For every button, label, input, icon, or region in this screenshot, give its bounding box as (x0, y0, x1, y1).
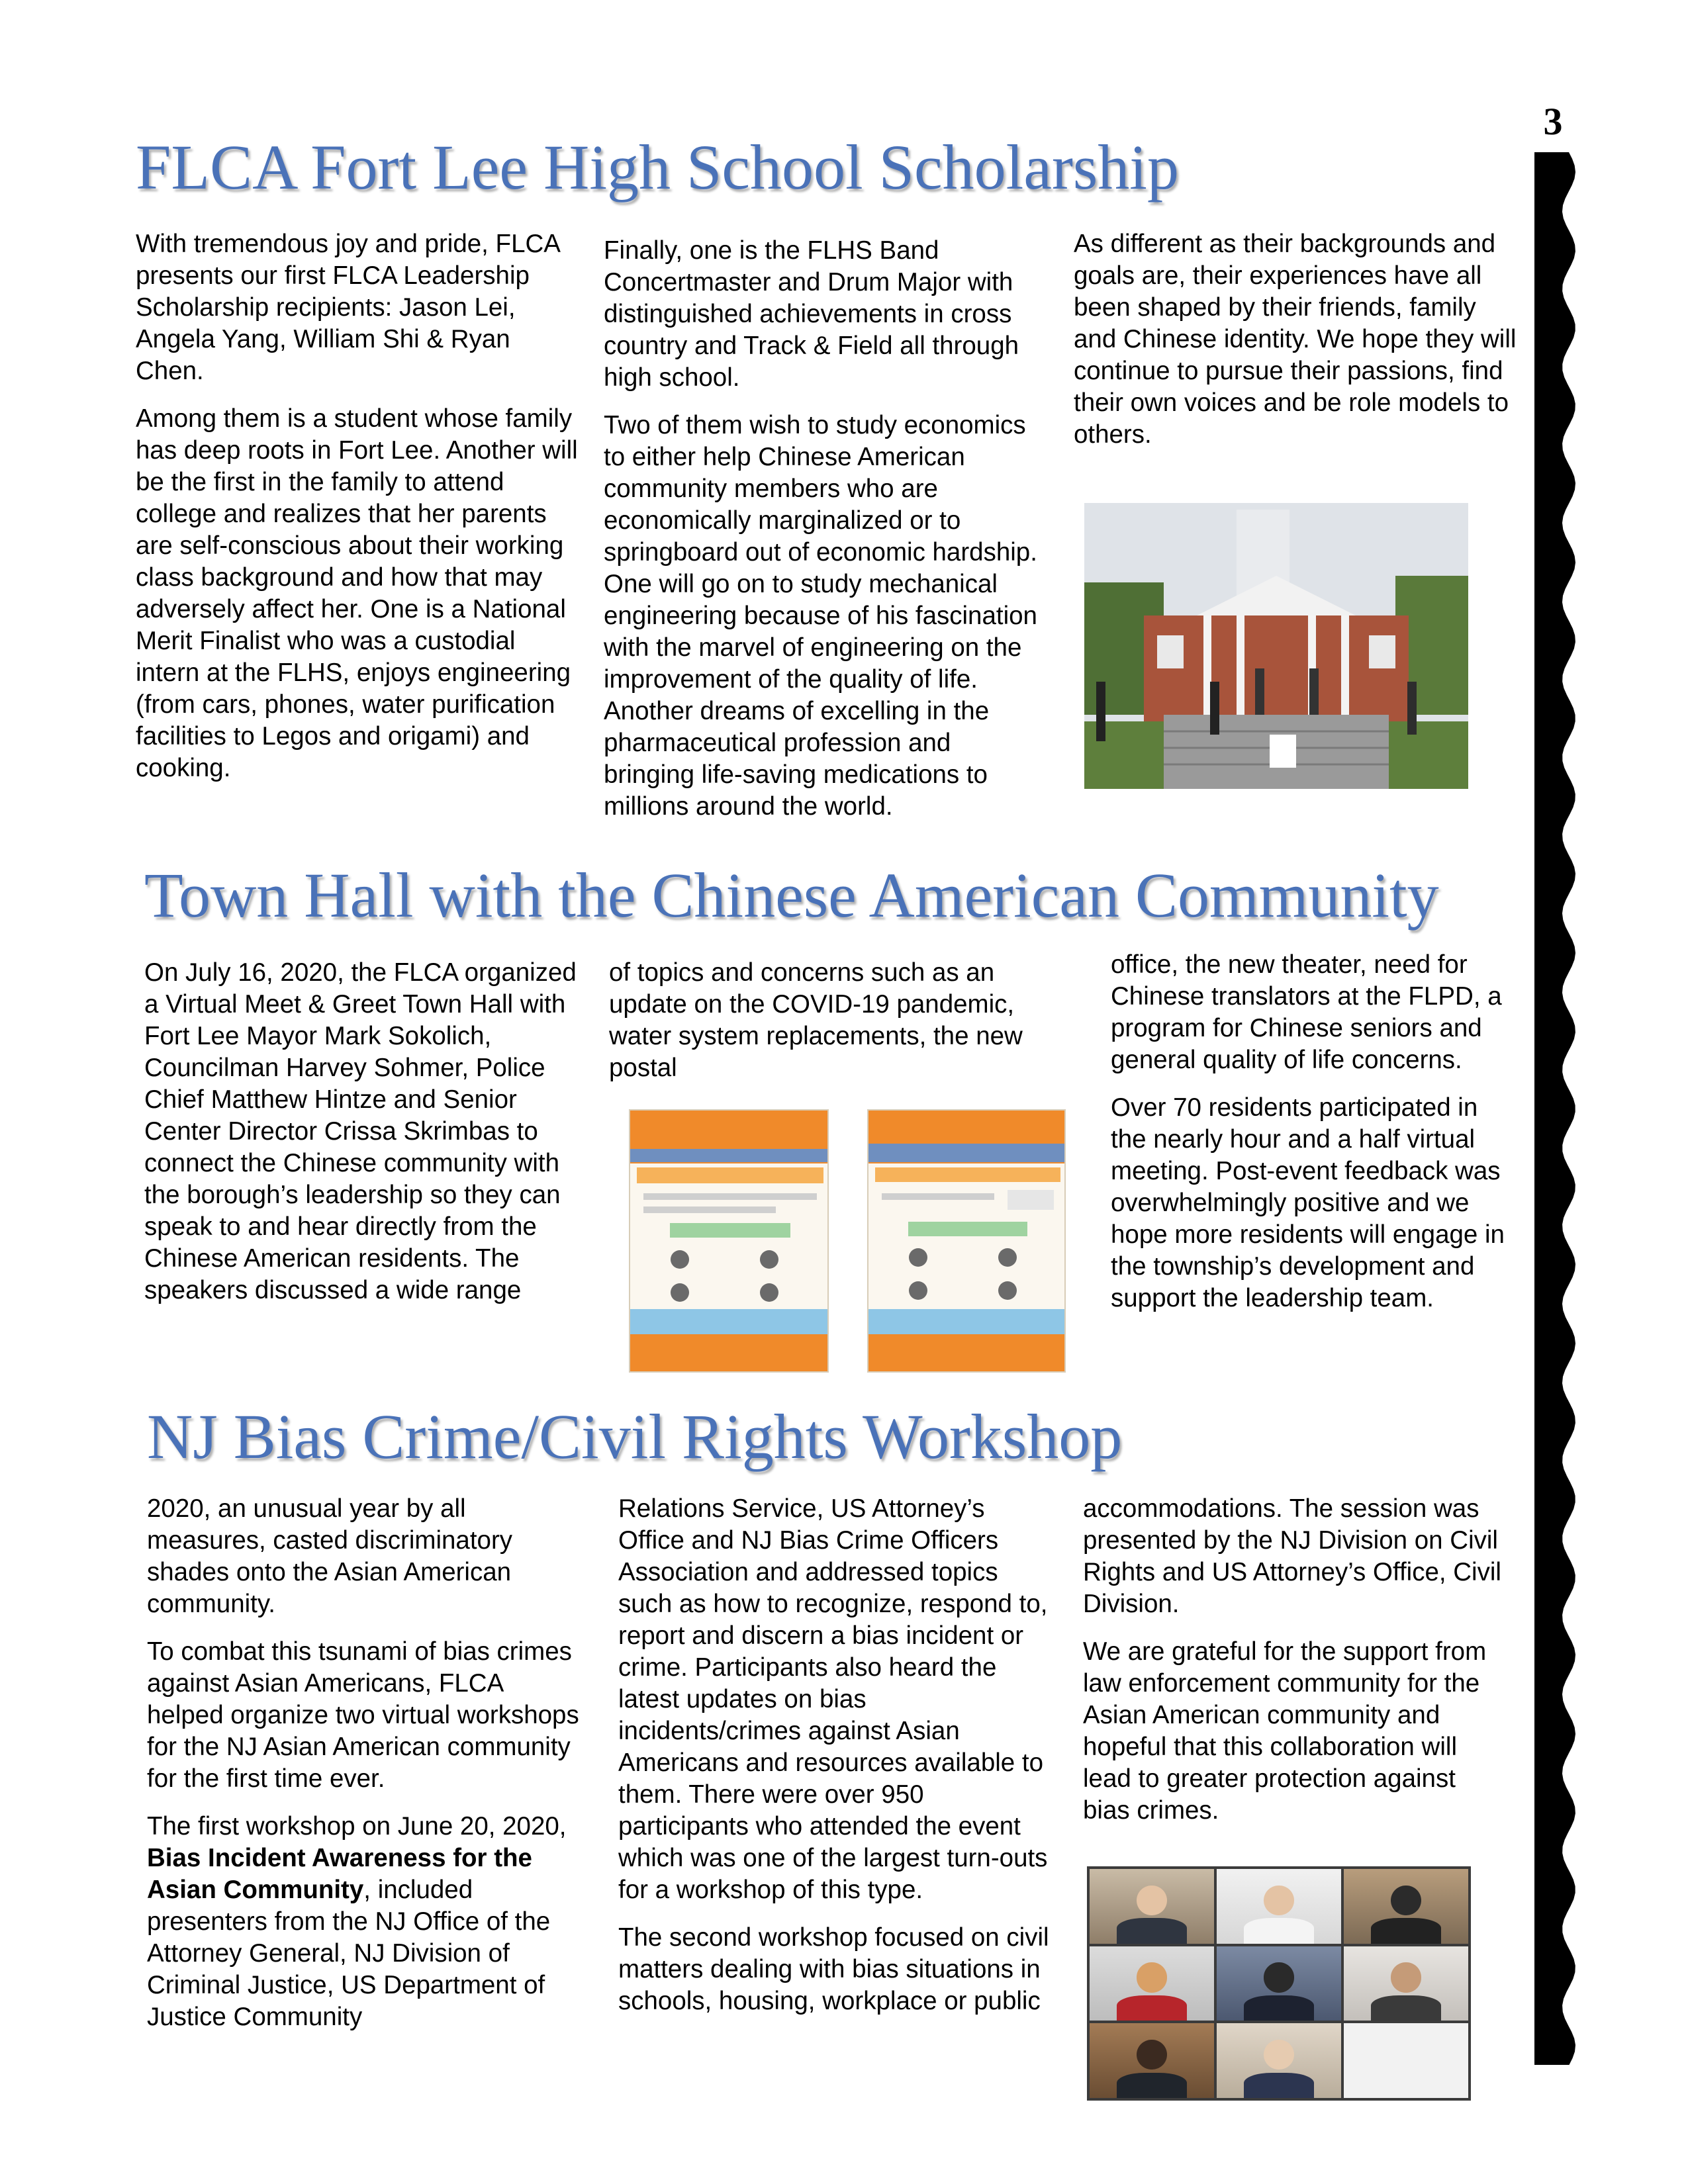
virtual-workshop-screenshot (1087, 1866, 1471, 2101)
bias-workshop-column-3 (1083, 1493, 1507, 1843)
workshop-name: Bias Incident Awareness for the Asian Community (147, 1844, 532, 1904)
bias-workshop-paragraph: The second workshop focused on civil matters dealing with bias situations in schools, housing, workplace or public (618, 1923, 1049, 2015)
scholarship-paragraph: Finally, one is the FLHS Band Concertmaster and Drum Major with distinguished achievements in cross country and Track & Field all through high school. (604, 236, 1019, 392)
participant-tile (1090, 1946, 1214, 2021)
bias-workshop-column-1 (147, 1493, 584, 2049)
town-hall-paragraph: office, the new theater, need for Chinese translators at the FLPD, a program for Chinese seniors and general quality of life concerns. (1111, 950, 1502, 1074)
school-photo (1084, 503, 1468, 789)
scholarship-column-3 (1074, 228, 1517, 467)
bias-workshop-paragraph (147, 1811, 584, 2033)
bias-workshop-paragraph: We are grateful for the support from law enforcement community for the Asian American community and hopeful that this collaboration will lead to greater protection against bias crimes. (1083, 1637, 1487, 1825)
participant-tile (1217, 2023, 1341, 2098)
scholarship-paragraph: Two of them wish to study economics to either help Chinese American community members who are economically marginalized or to springboard out of economic hardship. One will go on to study mechanical engineering because of his fascination with the marvel of engineering on the improvement of the quality of life. Another dreams of excelling in the pharmaceutical profession and bringing life-saving medications to millions around the world. (604, 411, 1037, 821)
participant-tile (1344, 1946, 1468, 2021)
participant-tile (1217, 1946, 1341, 2021)
school-building-illustration (1084, 503, 1468, 789)
decorative-sidebar-bar (1530, 152, 1577, 2065)
scholarship-column-1 (136, 228, 579, 800)
scholarship-title: FLCA Fort Lee High School Scholarship (136, 132, 1179, 203)
bias-workshop-paragraph: 2020, an unusual year by all measures, casted discriminatory shades onto the Asian American community. (147, 1494, 513, 1618)
flyer-illustration (630, 1111, 829, 1373)
town-hall-column-2 (609, 957, 1039, 1100)
flyer-illustration (868, 1111, 1066, 1373)
town-hall-title: Town Hall with the Chinese American Community (144, 860, 1439, 931)
town-hall-paragraph: of topics and concerns such as an update on the COVID-19 pandemic, water system replacements, the new postal (609, 958, 1023, 1082)
participant-tile (1217, 1869, 1341, 1944)
town-hall-paragraph: On July 16, 2020, the FLCA organized a Virtual Meet & Greet Town Hall with Fort Lee Mayor Mark Sokolich, Councilman Harvey Sohmer, Police Chief Matthew Hintze and Senior Center Director Crissa Skrimbas to connect the Chinese community with the borough’s leadership so they can speak to and hear directly from the Chinese American residents. The speakers discussed a wide range (144, 958, 577, 1304)
bias-workshop-title: NJ Bias Crime/Civil Rights Workshop (147, 1401, 1123, 1472)
town-hall-column-1 (144, 957, 581, 1322)
scholarship-paragraph: As different as their backgrounds and goals are, their experiences have all been shaped by their friends, family and Chinese identity. We hope they will continue to pursue their passions, find their own voices and be role models to others. (1074, 230, 1517, 449)
page-number: 3 (1543, 100, 1563, 143)
scholarship-column-2 (604, 235, 1047, 839)
paragraph-text: , included presenters from the NJ Office of the Attorney General, NJ Division of Criminal Justice, US Department of Justice Community (147, 1876, 551, 2031)
participant-tile (1090, 2023, 1214, 2098)
town-hall-column-3 (1111, 949, 1508, 1330)
scholarship-paragraph: With tremendous joy and pride, FLCA presents our first FLCA Leadership Scholarship recipients: Jason Lei, Angela Yang, William Shi & Ryan Chen. (136, 230, 559, 385)
town-hall-flyer-english (867, 1109, 1066, 1373)
bias-workshop-column-2 (618, 1493, 1055, 2033)
participant-tile (1344, 2023, 1468, 2098)
bias-workshop-paragraph: accommodations. The session was presented by the NJ Division on Civil Rights and US Attorney’s Office, Civil Division. (1083, 1494, 1501, 1618)
paragraph-text: The first workshop on June 20, 2020, (147, 1812, 567, 1841)
town-hall-paragraph: Over 70 residents participated in the nearly hour and a half virtual meeting. Post-event feedback was overwhelmingly positive and we hope more residents will engage in the township’s development and support the leadership team. (1111, 1093, 1505, 1312)
scholarship-paragraph: Among them is a student whose family has deep roots in Fort Lee. Another will be the first in the family to attend college and realizes that her parents are self-conscious about their working class background and how that may adversely affect her. One is a National Merit Finalist who was a custodial intern at the FLHS, enjoys engineering (from cars, phones, water purification facilities to Legos and origami) and cooking. (136, 404, 578, 782)
participant-tile (1344, 1869, 1468, 1944)
town-hall-flyer-chinese (629, 1109, 829, 1373)
bias-workshop-paragraph: Relations Service, US Attorney’s Office and NJ Bias Crime Officers Association and addressed topics such as how to recognize, respond to, report and discern a bias incident or crime. Participants also heard the latest updates on bias incidents/crimes against Asian Americans and resources available to them. There were over 950 participants who attended the event which was one of the largest turn-outs for a workshop of this type. (618, 1494, 1048, 1904)
bias-workshop-paragraph: To combat this tsunami of bias crimes against Asian Americans, FLCA helped organize two virtual workshops for the NJ Asian American community for the first time ever. (147, 1637, 579, 1793)
participant-tile (1090, 1869, 1214, 1944)
